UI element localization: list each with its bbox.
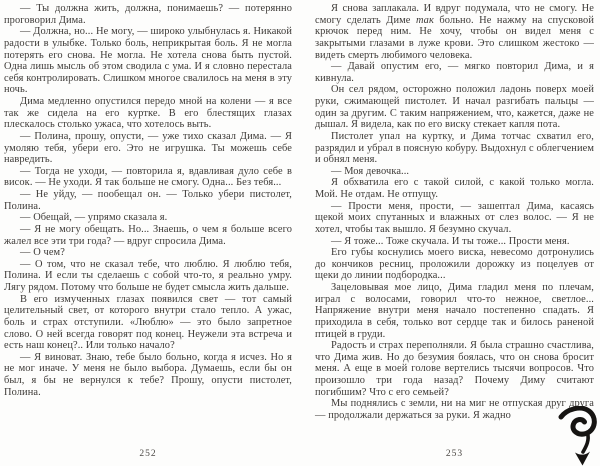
paragraph: — Обещай, — упрямо сказала я. [20,212,168,224]
paragraph: Зацеловывая мое лицо, Дима гладил меня по плечам, играл с волосами, говорил что-то нежное, светлое... Напряжение внутри меня начало постепенно спадать. Я приходила в себя, только вот сердце так и билось раненой птицей в груди. [315,282,594,340]
paragraph: Я обхватила его с такой силой, с какой только могла. Мой. Не отдам. Не отпущу. [315,177,594,200]
paragraph: — Я виноват. Знаю, тебе было больно, когда я исчез. Но я не мог иначе. У меня не было выбора. Думаешь, если бы он был, я бы не вернулся к тебе? Прошу, опусти пистолет, Полина. [4,351,292,398]
paragraph: — Прости меня, прости, — зашептал Дима, касаясь щекой моих спутанных и влажных от слез волос. — Я не хотел, чтобы так вышло. Я безумно скучал. [315,200,594,235]
paragraph: Дима медленно опустился передо мной на колени — я все так же сидела на его куртке. В его блестящих глазах плескалось столько ужаса, что хотелось выть. [4,96,292,131]
ornament-question-mark-icon [558,406,599,466]
paragraph: Пистолет упал на куртку, и Дима тотчас схватил его, разрядил и убрал в поясную кобуру. Выдохнул с облегчением и обнял меня. [315,130,594,166]
paragraph: — О том, что не сказал тебе, что люблю. Я люблю тебя, Полина. И если ты сделаешь с собой что-то, я реально умру. Лягу рядом. Потому что больше не будет смысла жить дальше. [4,258,292,293]
paragraph: — Моя девочка... [331,165,410,177]
right-page-text [315,3,594,422]
left-page-text [4,3,292,398]
paragraph: — О чем? [20,247,65,259]
paragraph: — Тогда не уходи, — повторила я, вдавливая дуло себе в висок. — Не уходи. Я так больше не смогу. Одна... Без тебя... [4,165,292,189]
paragraph: Его губы коснулись моего виска, невесомо дотронулись до кончиков ресниц, проложили дорожку из поцелуев от щеки до линии подбородка... [315,247,594,282]
paragraph: — Ты должна жить, должна, понимаешь? — потерянно проговорил Дима. [4,3,292,26]
text-segment: больно. Не нажму на спусковой крючок перед ним. Не хочу, чтобы он видел меня с закрытыми глазами в луже крови. Это слишком жестоко — видеть смерть любимого человека. [315,14,594,61]
paragraph: — Я не могу обещать. Но... Знаешь, о чем я больше всего жалел все эти три года? — вдруг спросила Дима. [4,223,292,247]
paragraph: Радость и страх переполняли. Я была страшно счастлива, что Дима жив. Но до безумия боялась, что он снова бросит меня. А еще в моей голове вертелись тысячи вопросов. Что произошло три года назад? Почему Диму считают погибшим? Что с его семьей? [315,340,594,398]
paragraph: — Я тоже... Тоже скучала. И ты тоже... Прости меня. [331,235,570,247]
right-page-number: 253 [445,449,464,459]
paragraph: В его измученных глазах появился свет — тот самый целительный свет, от которого внутри стало тепло. А ужас, боль и страх отступили. «Люблю» — это было запретное слово. О ней всегда говорят под конец. Неужели эта встреча и есть наш конец?.. Или только начало? [4,293,292,352]
left-page [4,3,292,466]
paragraph: Он сел рядом, осторожно положил ладонь поверх моей руки, сжимающей пистолет. И начал разгибать пальцы — один за другим. С таким напряжением, что, кажется, даже не дышал. Я видела, как по его виску стекает капля пота. [315,84,594,131]
left-page-number: 252 [139,449,157,459]
italic-text: так [415,14,434,26]
right-page [315,3,594,466]
paragraph [315,3,594,61]
text-segment: Я снова заплакала. И вдруг подумала, что не смогу. Не смогу сделать Диме [315,3,594,26]
paragraph: — Давай опустим его, — мягко повторил Дима, и я кивнула. [315,61,594,84]
paragraph: — Полина, прошу, опусти, — уже тихо сказал Дима. — Я умоляю тебя, убери его. Это не игрушка. Ты можешь себе навредить. [4,130,292,166]
paragraph: Мы поднялись с земли, ни на миг не отпуская друг друга — продолжали держаться за руки. Я жадно [315,398,594,421]
paragraph: — Должна, но... Не могу, — широко улыбнулась я. Никакой радости в улыбке. Только боль, неприкрытая боль. Я не могла потерять его снова. Не могла. Не хотела снова быть пустой. Одна лишь мысль об этом сводила с ума. И я словно перестала себя контролировать. Слишком многое свалилось на меня в эту ночь. [4,26,292,96]
paragraph: — Не уйду, — пообещал он. — Только убери пистолет, Полина. [4,189,292,212]
